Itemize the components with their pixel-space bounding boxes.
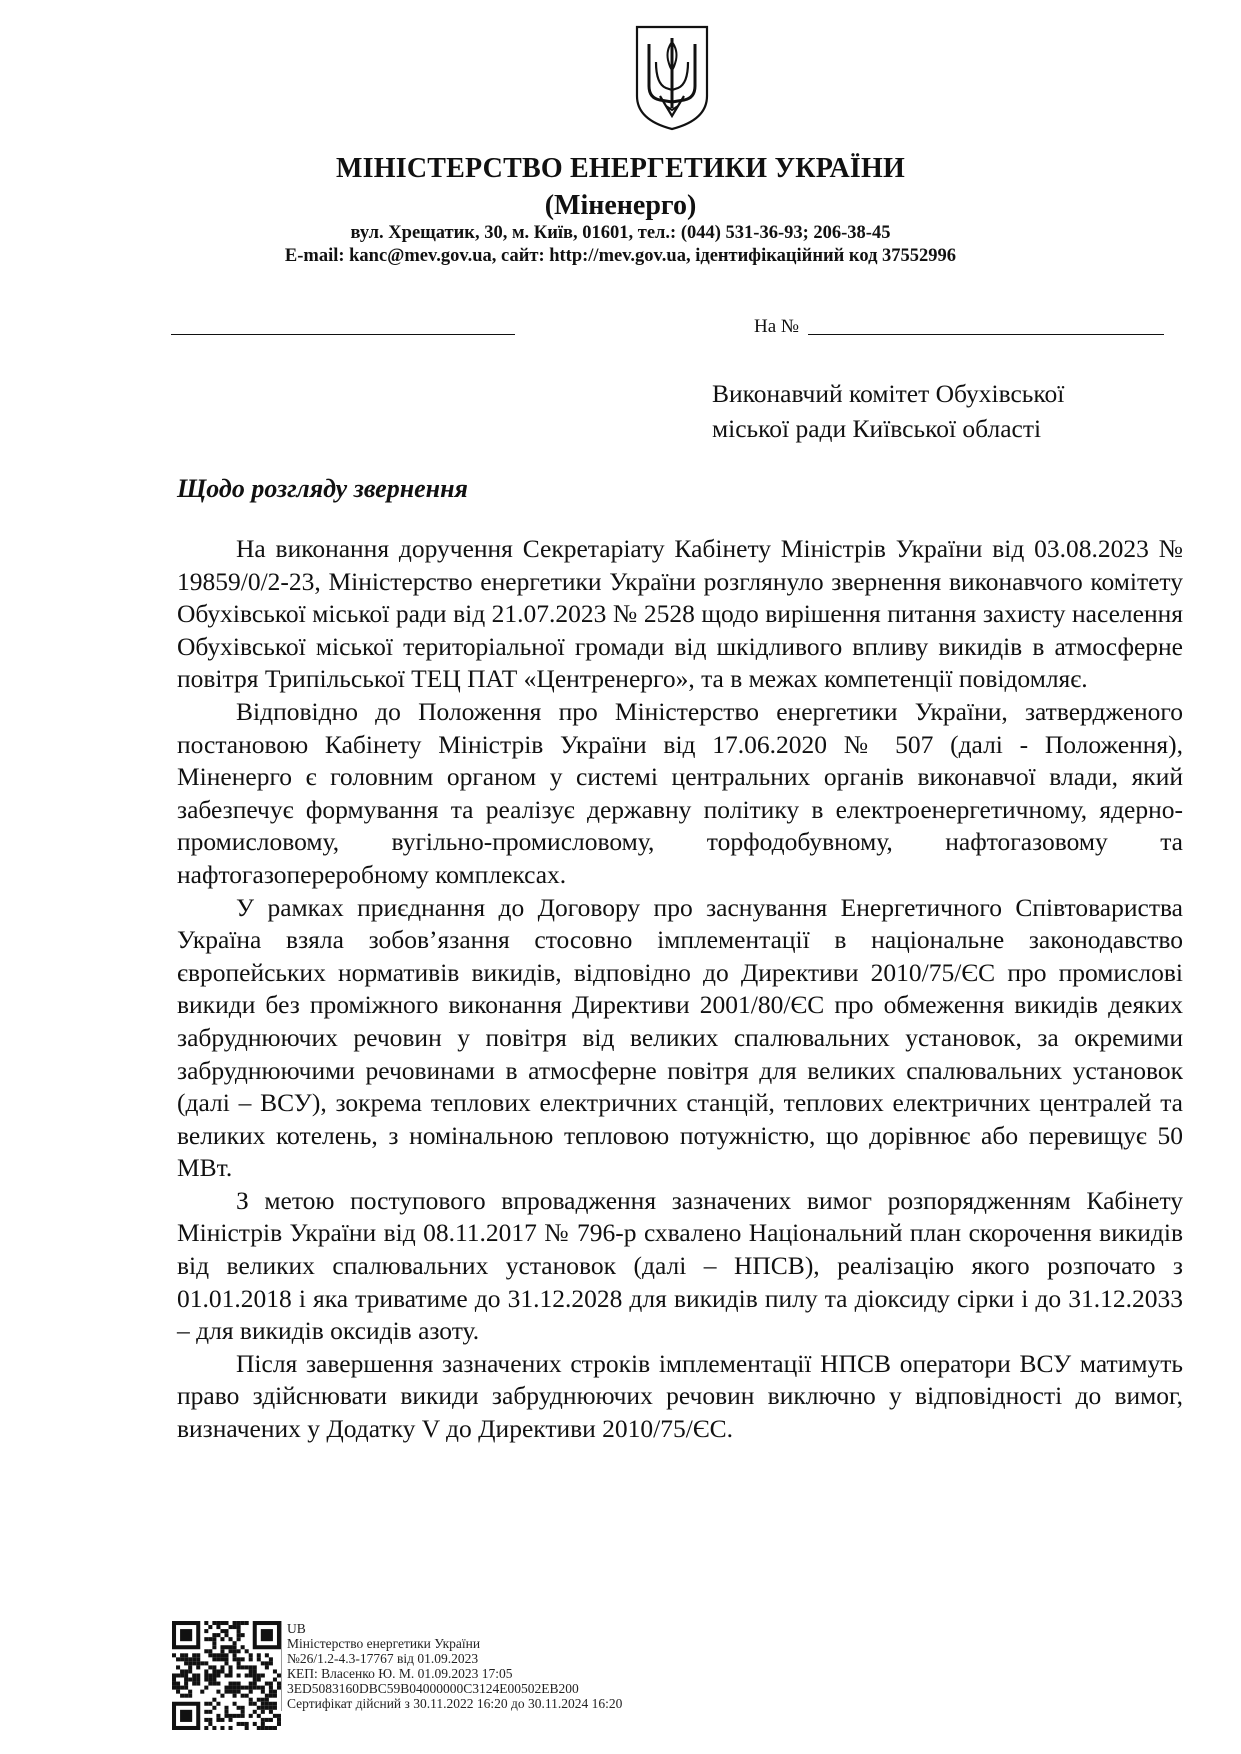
stamp-line: Сертифікат дійсний з 30.11.2022 16:20 до 30.11.2024 16:20 (287, 1696, 623, 1711)
trident-coat-of-arms-icon (634, 24, 710, 132)
stamp-line: UB (287, 1621, 306, 1636)
stamp-line: Міністерство енергетики України (287, 1636, 481, 1651)
contact-line: E-mail: kanc@mev.gov.ua, сайт: http://mev.gov.ua, ідентифікаційний код 37552996 (284, 246, 957, 266)
letter-body (177, 533, 1183, 1446)
stamp-line: №26/1.2-4.3-17767 від 01.09.2023 (287, 1651, 479, 1666)
body-paragraph: У рамках приєднання до Договору про заснування Енергетичного Співтовариства Україна взяла зобов’язання стосовно імплементації в національне законодавство європейських нормативів викидів, відповідно до Директиви 2010/75/ЄС про промислові викиди без проміжного виконання Директиви 2001/80/ЄС про обмеження викидів деяких забруднюючих речовин у повітря від великих спалювальних установок, за окремими забруднюючими речовинами в атмосферне повітря для великих спалювальних установок (далі – ВСУ), зокрема теплових електричних станцій, теплових електричних централей та великих котелень, з номінальною тепловою потужністю, що дорівнює або перевищує 50 МВт. (177, 892, 1183, 1183)
body-paragraph: Відповідно до Положення про Міністерство енергетики України, затвердженого постановою Кабінету Міністрів України від 17.06.2020 № 507 (далі - Положення), Міненерго є головним органом у системі центральних органів виконавчої влади, який забезпечує формування та реалізує державну політику в електроенергетичному, ядерно-промисловому, вугільно-промисловому, торфодобувному, нафтогазовому та нафтогазопереробному комплексах. (177, 696, 1183, 889)
reference-number-label: На № (754, 316, 800, 337)
ministry-name: МІНІСТЕРСТВО ЕНЕРГЕТИКИ УКРАЇНИ (336, 153, 905, 184)
recipient-block (712, 376, 1064, 446)
reference-number-line (808, 334, 1164, 335)
letter-subject: Щодо розгляду звернення (177, 474, 468, 503)
recipient-line: міської ради Київської області (712, 414, 1042, 443)
recipient-line: Виконавчий комітет Обухівської (712, 379, 1065, 408)
digital-signature-stamp (281, 1621, 787, 1711)
address-line: вул. Хрещатик, 30, м. Київ, 01601, тел.: (044) 531-36-93; 206-38-45 (350, 223, 891, 243)
outgoing-number-line (171, 334, 515, 335)
body-paragraph: На виконання доручення Секретаріату Кабінету Міністрів України від 03.08.2023 № 19859/0/2-23, Міністерство енергетики України розглянуло звернення виконавчого комітету Обухівської міської ради від 21.07.2023 № 2528 щодо вирішення питання захисту населення Обухівської міської територіальної громади від шкідливого впливу викидів в атмосферне повітря Трипільської ТЕЦ ПАТ «Центренерго», та в межах компетенції повідомляє. (177, 534, 1183, 694)
body-paragraph: З метою поступового впровадження зазначених вимог розпорядженням Кабінету Міністрів України від 08.11.2017 № 796-р схвалено Національний план скорочення викидів від великих спалювальних установок (далі – НПСВ), реалізацію якого розпочато з 01.01.2018 і яка триватиме до 31.12.2028 для викидів пилу та діоксиду сірки і до 31.12.2033 – для викидів оксидів азоту. (177, 1185, 1183, 1346)
qr-code-icon (172, 1621, 281, 1730)
ministry-short-name: (Міненерго) (544, 190, 697, 221)
stamp-line: КЕП: Власенко Ю. М. 01.09.2023 17:05 (287, 1666, 513, 1681)
body-paragraph: Після завершення зазначених строків імплементації НПСВ оператори ВСУ матимуть право здійснювати викиди забруднюючих речовин виключно у відповідності до вимог, визначених у Додатку V до Директиви 2010/75/ЄС. (177, 1348, 1183, 1444)
stamp-line: 3ED5083160DBC59B04000000C3124E00502EB200 (287, 1681, 579, 1696)
